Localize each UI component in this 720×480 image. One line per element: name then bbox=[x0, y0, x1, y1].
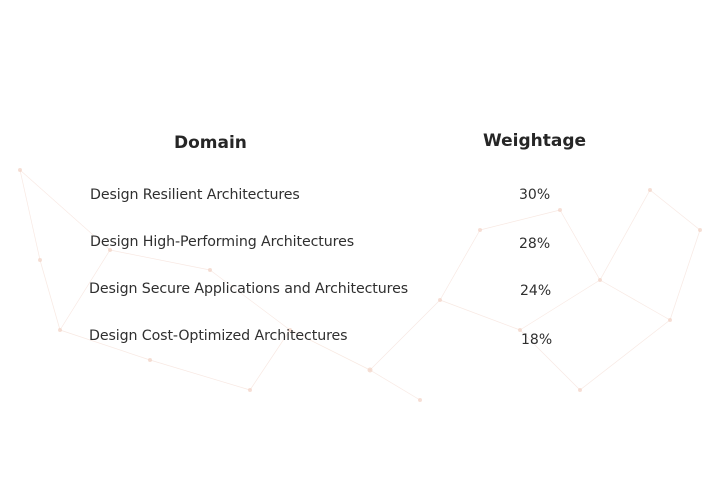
row-2-weightage: 28% bbox=[519, 236, 551, 252]
row-4-weightage: 18% bbox=[521, 332, 553, 348]
row-2-domain: Design High-Performing Architectures bbox=[90, 234, 355, 250]
domain-column-header: Domain bbox=[174, 133, 247, 153]
row-1-domain: Design Resilient Architectures bbox=[90, 187, 300, 203]
row-4-domain: Design Cost-Optimized Architectures bbox=[89, 328, 348, 344]
row-1-weightage: 30% bbox=[519, 187, 551, 203]
row-3-domain: Design Secure Applications and Architectures bbox=[89, 281, 409, 297]
row-3-weightage: 24% bbox=[520, 283, 552, 299]
weightage-column-header: Weightage bbox=[483, 131, 587, 151]
